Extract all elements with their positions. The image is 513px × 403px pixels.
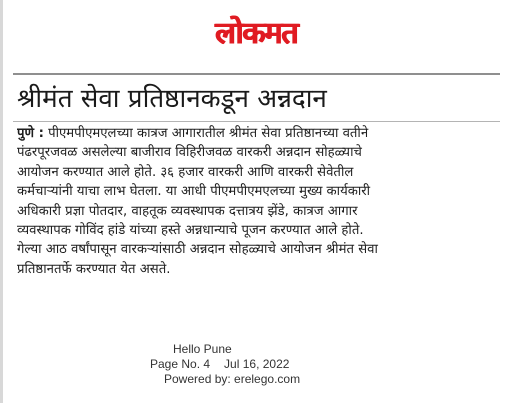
- article-line: गेल्या आठ वर्षांपासून वारकऱ्यांसाठी अन्नदान सोहळ्याचे आयोजन श्रीमंत सेवा: [17, 242, 378, 258]
- article-line: कर्मचाऱ्यांनी याचा लाभ घेतला. या आधी पीएमपीएमएलच्या मुख्य कार्यकारी: [17, 184, 371, 200]
- newspaper-logo: लोकमत: [215, 16, 298, 51]
- article-line: प्रतिष्ठानतर्फे करण्यात येत असते.: [17, 261, 171, 277]
- page-info: [150, 357, 289, 372]
- article-line-text: पीएमपीएमएलच्या कात्रज आगारातील श्रीमंत सेवा प्रतिष्ठानच्या वतीने: [48, 126, 369, 141]
- article-headline: श्रीमंत सेवा प्रतिष्ठानकडून अन्नदान: [17, 84, 327, 114]
- page-edge: [0, 0, 3, 403]
- dateline: पुणे :: [17, 126, 44, 141]
- article-line: आयोजन करण्यात आले होते. ३६ हजार वारकरी आणि वारकरी सेवेतील: [17, 164, 354, 180]
- publication-name: Hello Pune: [173, 342, 232, 356]
- masthead: [0, 16, 513, 52]
- headline-divider: [13, 121, 500, 122]
- article-body: [17, 124, 499, 279]
- top-divider: [13, 73, 500, 75]
- article-line: [17, 124, 499, 143]
- powered-by-link[interactable]: Powered by: erelego.com: [164, 372, 301, 386]
- article-line: पंढरपूरजवळ असलेल्या बाजीराव विहिरीजवळ वारकरी अन्नदान सोहळ्याचे: [17, 145, 362, 161]
- publication-date: Jul 16, 2022: [224, 357, 290, 371]
- article-line: व्यवस्थापक गोविंद हांडे यांच्या हस्ते अन्नधान्याचे पूजन करण्यात आले होते.: [17, 223, 364, 239]
- page-number: Page No. 4: [150, 357, 211, 371]
- article-line: अधिकारी प्रज्ञा पोतदार, वाहतूक व्यवस्थापक दत्तात्रय झेंडे, कात्रज आगार: [17, 203, 358, 219]
